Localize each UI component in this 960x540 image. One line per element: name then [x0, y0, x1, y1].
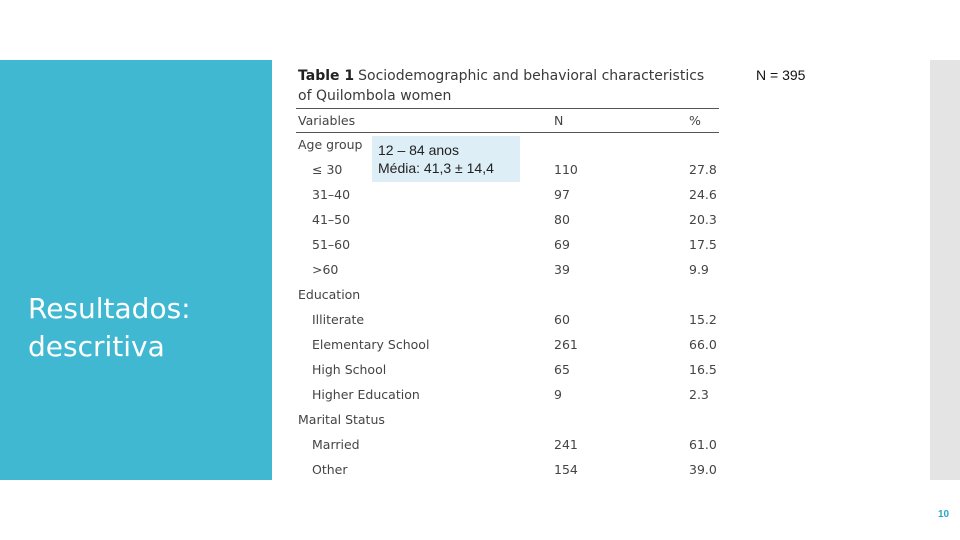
table-row [296, 283, 719, 308]
row-label: 41–50 [312, 212, 351, 227]
table-row [296, 183, 719, 208]
row-pct: 39.0 [689, 462, 717, 477]
row-pct: 27.8 [689, 162, 717, 177]
row-n: 39 [554, 262, 570, 277]
page-number: 10 [938, 509, 950, 520]
row-pct: 24.6 [689, 187, 717, 202]
right-sidebar-strip [930, 60, 960, 480]
row-n: 97 [554, 187, 570, 202]
slide-title-line2: descritiva [28, 330, 165, 363]
table-row [296, 433, 719, 458]
row-label: Age group [298, 137, 363, 152]
row-label: >60 [312, 262, 339, 277]
table-row [296, 333, 719, 358]
row-label: 51–60 [312, 237, 351, 252]
row-n: 241 [554, 437, 578, 452]
row-pct: 2.3 [689, 387, 709, 402]
row-n: 110 [554, 162, 578, 177]
slide-title [28, 290, 258, 366]
age-range-text: 12 – 84 anos [378, 142, 459, 158]
table-row [296, 208, 719, 233]
row-pct: 9.9 [689, 262, 709, 277]
table-row [296, 358, 719, 383]
table-caption-text: Sociodemographic and behavioral characteristics of Quilombola women [298, 68, 705, 104]
row-label: Marital Status [298, 412, 385, 427]
row-label: Higher Education [312, 387, 420, 402]
row-label: ≤ 30 [312, 162, 343, 177]
row-n: 261 [554, 337, 578, 352]
header-n: N [554, 113, 564, 128]
table-row [296, 308, 719, 333]
row-pct: 15.2 [689, 312, 717, 327]
table-row [296, 458, 719, 483]
age-summary-callout [372, 136, 520, 182]
row-pct: 20.3 [689, 212, 717, 227]
row-pct: 17.5 [689, 237, 717, 252]
row-n: 65 [554, 362, 570, 377]
table-number: Table 1 [298, 68, 355, 84]
slide-title-line1: Resultados: [28, 292, 191, 325]
row-n: 9 [554, 387, 562, 402]
row-n: 80 [554, 212, 570, 227]
table-row [296, 258, 719, 283]
table-caption [298, 66, 718, 106]
header-percent: % [689, 113, 701, 128]
table-row [296, 383, 719, 408]
row-pct: 66.0 [689, 337, 717, 352]
row-n: 69 [554, 237, 570, 252]
age-mean-text: Média: 41,3 ± 14,4 [378, 160, 494, 176]
title-panel [0, 60, 272, 480]
row-label: Married [312, 437, 360, 452]
table-row [296, 408, 719, 433]
header-variables: Variables [298, 113, 356, 128]
row-label: Elementary School [312, 337, 430, 352]
table-row [296, 233, 719, 258]
row-label: 31–40 [312, 187, 351, 202]
row-n: 154 [554, 462, 578, 477]
table-top-rule [296, 108, 719, 109]
row-label: Illiterate [312, 312, 365, 327]
row-label: High School [312, 362, 387, 377]
row-label: Education [298, 287, 361, 302]
row-n: 60 [554, 312, 570, 327]
row-pct: 16.5 [689, 362, 717, 377]
sample-size-label: N = 395 [756, 67, 806, 83]
row-label: Other [312, 462, 348, 477]
row-pct: 61.0 [689, 437, 717, 452]
